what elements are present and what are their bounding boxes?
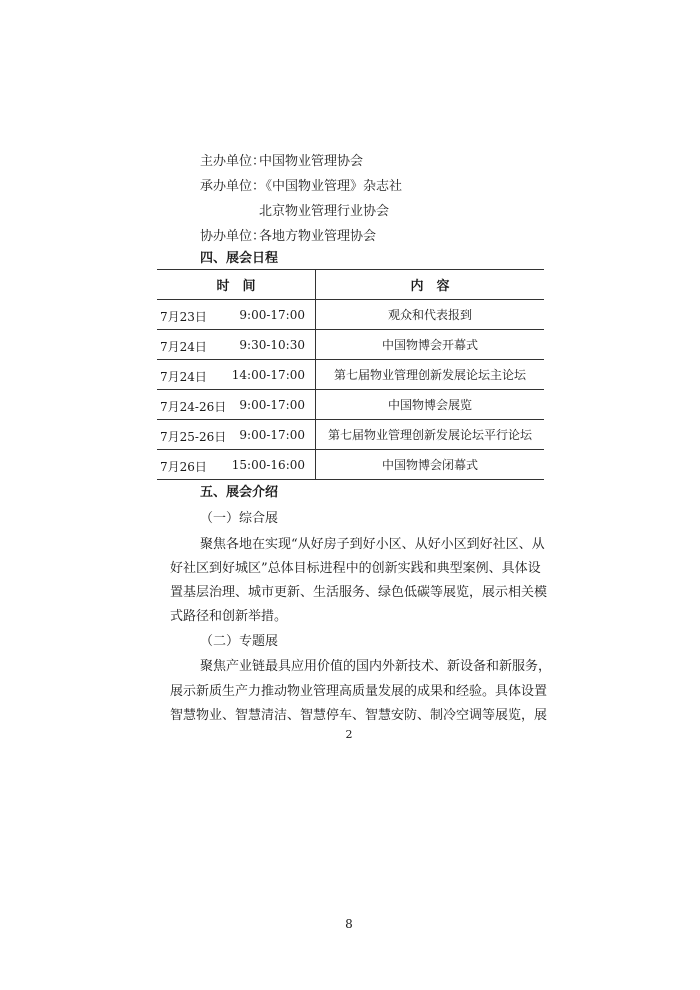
row-time: 9:30-10:30 [239, 338, 305, 352]
time-cell [157, 300, 316, 330]
co-organizer-value: 《中国物业管理》杂志社 [259, 179, 403, 194]
row-date: 7月24日 [160, 370, 207, 384]
table-row [157, 450, 544, 480]
section1-line: 置基层治理、城市更新、生活服务、绿色低碳等展览，展示相关模 [170, 585, 548, 600]
row-content: 观众和代表报到 [387, 308, 472, 322]
table-row [157, 360, 544, 390]
table-row [157, 420, 544, 450]
row-time: 9:00-17:00 [239, 308, 305, 322]
co-organizer-label: 承办单位： [200, 179, 266, 194]
section1-title: （一）综合展 [200, 511, 279, 526]
time-cell [157, 450, 316, 480]
row-content: 中国物博会展览 [387, 398, 472, 412]
section2-title: （二）专题展 [200, 634, 279, 649]
row-content: 第七届物业管理创新发展论坛平行论坛 [327, 428, 532, 442]
time-cell [157, 360, 316, 390]
time-cell [157, 390, 316, 420]
time-cell [157, 420, 316, 450]
table-row [157, 330, 544, 360]
row-date: 7月26日 [160, 460, 207, 474]
header-time: 时 间 [157, 270, 316, 300]
table-header-row [157, 270, 544, 300]
row-date: 7月24日 [160, 340, 207, 354]
row-date: 7月23日 [160, 310, 207, 324]
inner-page-number: 2 [345, 728, 353, 741]
section2-line: 展示新质生产力推动物业管理高质量发展的成果和经验。具体设置 [170, 684, 548, 699]
section1-line: 好社区到好城区”总体目标进程中的创新实践和典型案例、具体设 [170, 561, 541, 576]
schedule-table [157, 269, 544, 480]
table-row [157, 390, 544, 420]
row-content: 中国物博会闭幕式 [381, 458, 478, 472]
schedule-heading: 四、展会日程 [200, 251, 279, 266]
row-time: 9:00-17:00 [239, 428, 305, 442]
table-row [157, 300, 544, 330]
row-date: 7月24-26日 [160, 400, 227, 414]
assist-organizer-value: 各地方物业管理协会 [259, 229, 377, 244]
row-date: 7月25-26日 [160, 430, 227, 444]
assist-organizer-label: 协办单位： [200, 229, 266, 244]
organizer-label: 主办单位： [200, 154, 266, 169]
section2-line: 聚焦产业链最具应用价值的国内外新技术、新设备和新服务， [200, 659, 552, 674]
organizer-value: 中国物业管理协会 [259, 154, 364, 169]
row-content: 第七届物业管理创新发展论坛主论坛 [333, 368, 526, 382]
intro-heading: 五、展会介绍 [200, 485, 279, 500]
row-time: 14:00-17:00 [231, 368, 305, 382]
section1-line: 聚焦各地在实现“从好房子到好小区、从好小区到好社区、从 [200, 537, 545, 552]
section2-line: 智慧物业、智慧清洁、智慧停车、智慧安防、制冷空调等展览，展 [170, 708, 548, 723]
row-content: 中国物博会开幕式 [381, 338, 478, 352]
header-content: 内 容 [410, 279, 450, 294]
section1-line: 式路径和创新举措。 [170, 609, 288, 624]
time-cell [157, 330, 316, 360]
row-time: 15:00-16:00 [231, 458, 305, 472]
co-organizer-value: 北京物业管理行业协会 [259, 204, 390, 219]
page-number: 8 [345, 917, 353, 931]
row-time: 9:00-17:00 [239, 398, 305, 412]
